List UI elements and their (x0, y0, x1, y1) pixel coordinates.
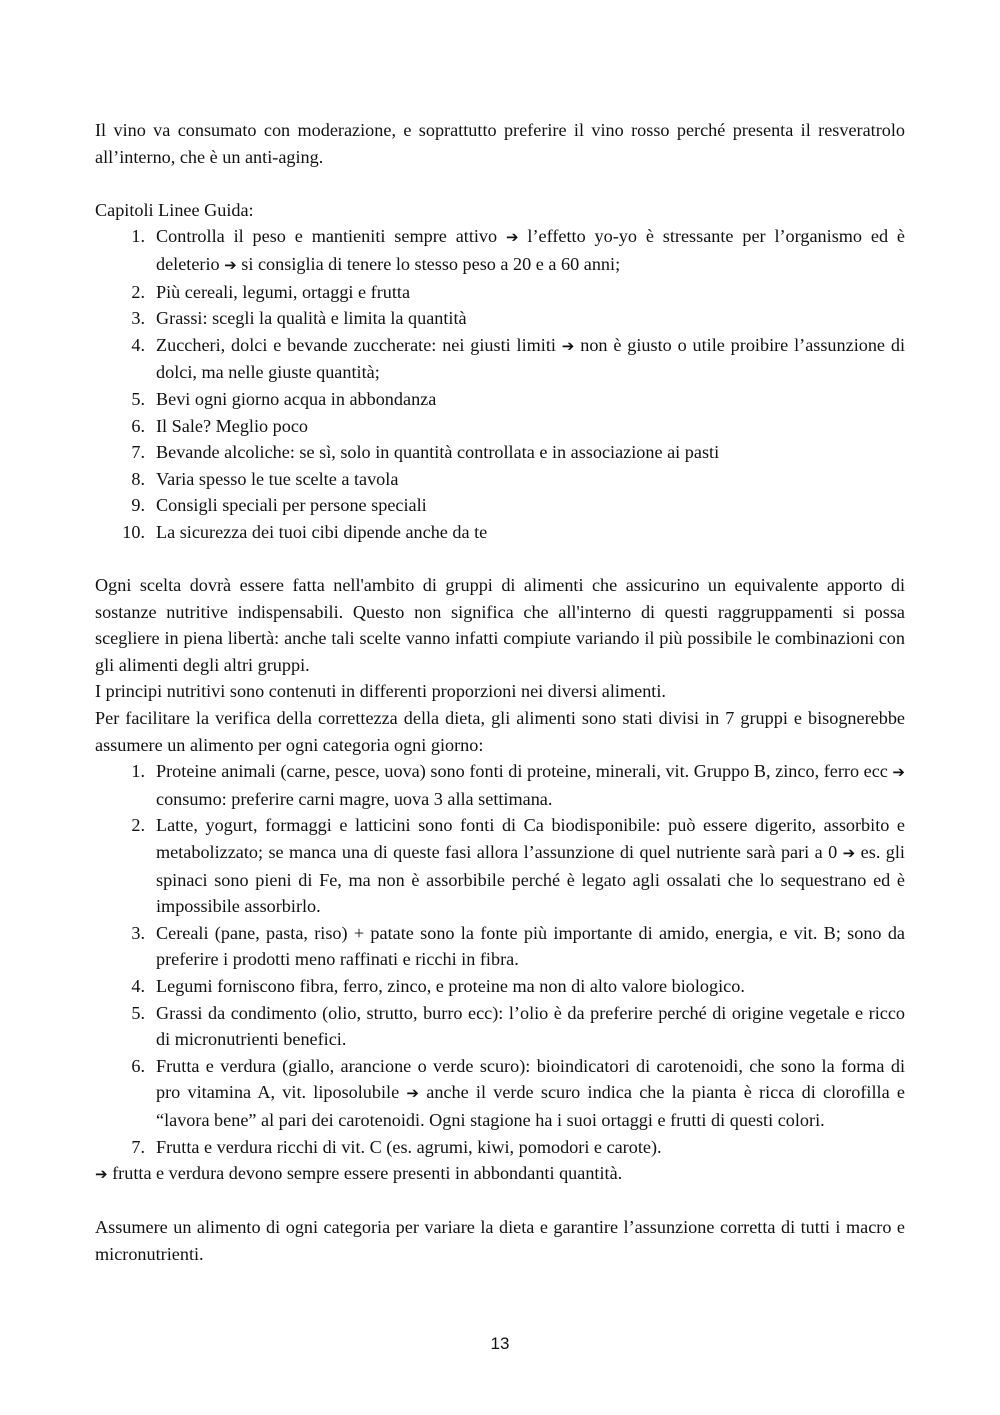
intro-paragraph: Il vino va consumato con moderazione, e soprattutto preferire il vino rosso perché presenta il resveratrolo all’interno, che è un anti-aging. (95, 120, 905, 167)
list-item-text: Bevi ogni giorno acqua in abbondanza (156, 388, 437, 409)
food-group-item-4 (95, 973, 905, 1000)
list-item-text: Grassi da condimento (olio, strutto, burro ecc): l’olio è da preferire perché di origine vegetale e ricco di micronutrienti benefici. (156, 1002, 905, 1050)
food-group-item-6 (95, 1053, 905, 1134)
food-groups-list (95, 758, 905, 1160)
list-item-text: Consigli speciali per persone speciali (156, 495, 427, 516)
spacer (95, 170, 905, 197)
list-item-text: Grassi: scegli la qualità e limita la quantità (156, 308, 467, 329)
list-item-text: La sicurezza dei tuoi cibi dipende anche da te (156, 521, 488, 542)
guideline-item-5 (95, 386, 905, 413)
guideline-item-4 (95, 332, 905, 386)
guideline-item-1 (95, 223, 905, 278)
groups-intro-paragraph-3: Per facilitare la verifica della correttezza della dieta, gli alimenti sono stati divisi in 7 gruppi e bisognerebbe assumere un alimento per ogni categoria ogni giorno: (95, 708, 905, 755)
spacer (95, 546, 905, 573)
list-item-text: Zuccheri, dolci e bevande zuccherate: nei giusti limiti (156, 334, 562, 355)
food-group-item-3 (95, 920, 905, 973)
arrow-icon: ➔ (224, 255, 237, 274)
guidelines-heading: Capitoli Linee Guida: (95, 199, 254, 220)
list-item-text: Varia spesso le tue scelte a tavola (156, 468, 399, 489)
arrow-icon: ➔ (842, 844, 856, 863)
guideline-item-10 (95, 519, 905, 546)
spacer (95, 1188, 905, 1215)
guideline-item-9 (95, 492, 905, 519)
list-number: 5. (131, 388, 145, 409)
list-number: 2. (131, 281, 145, 302)
page-content (95, 117, 905, 1268)
list-number: 1. (131, 226, 145, 247)
conclusion-line (95, 1160, 905, 1188)
food-group-item-2 (95, 812, 905, 919)
guideline-item-3 (95, 305, 905, 332)
list-number: 5. (131, 1002, 145, 1023)
list-item-text: Cereali (pane, pasta, riso) + patate sono la fonte più importante di amido, energia, e vit. B; sono da preferire i prodotti meno raffinati e ricchi in fibra. (156, 922, 905, 970)
list-number: 6. (131, 1055, 145, 1076)
guideline-item-2 (95, 279, 905, 306)
list-number: 7. (131, 1136, 145, 1157)
guideline-item-7 (95, 439, 905, 466)
list-number: 9. (131, 495, 145, 516)
list-number: 10. (122, 521, 145, 542)
list-item-text: es. gli spinaci sono pieni di Fe, ma non è assorbibile perché è legato agli ossalati che lo sequestrano ed è impossibile assorbirlo. (156, 842, 905, 917)
list-item-text: consumo: preferire carni magre, uova 3 alla settimana. (156, 788, 553, 809)
list-item-text: Proteine animali (carne, pesce, uova) sono fonti di proteine, minerali, vit. Gruppo B, zinco, ferro ecc (156, 761, 893, 782)
list-number: 7. (131, 442, 145, 463)
food-group-item-7 (95, 1134, 905, 1161)
list-number: 3. (131, 308, 145, 329)
list-item-text: Latte, yogurt, formaggi e latticini sono fonti di Ca biodisponibile: può essere digerito, assorbito e metabolizzato; se manca una di queste fasi allora l’assunzione di quel nutriente sarà pari a 0 (156, 815, 905, 863)
list-item-text: Legumi forniscono fibra, ferro, zinco, e proteine ma non di alto valore biologico. (156, 976, 745, 996)
list-item-text: Frutta e verdura ricchi di vit. C (es. agrumi, kiwi, pomodori e carote). (156, 1136, 662, 1157)
list-number: 4. (131, 334, 145, 355)
list-item-text: anche il verde scuro indica che la pianta è ricca di clorofilla e “lavora bene” al pari dei carotenoidi. Ogni stagione ha i suoi ortaggi e frutti di questi colori. (156, 1082, 905, 1130)
list-item-text: Più cereali, legumi, ortaggi e frutta (156, 281, 411, 302)
closing-paragraph: Assumere un alimento di ogni categoria per variare la dieta e garantire l’assunzione corretta di tutti i macro e micronutrienti. (95, 1217, 905, 1264)
list-number: 4. (131, 976, 145, 996)
arrow-icon: ➔ (95, 1165, 108, 1184)
guideline-item-6 (95, 413, 905, 440)
guidelines-list (95, 223, 905, 545)
arrow-icon: ➔ (561, 336, 575, 355)
list-item-text: l’effetto yo-yo è stressante per l’organismo ed è deleterio (156, 226, 905, 274)
groups-intro-paragraph-2: I principi nutritivi sono contenuti in differenti proporzioni nei diversi alimenti. (95, 681, 666, 702)
guideline-item-8 (95, 466, 905, 493)
list-number: 2. (131, 815, 145, 836)
list-number: 6. (131, 415, 145, 436)
list-item-text: Il Sale? Meglio poco (156, 415, 309, 436)
food-group-item-1 (95, 758, 905, 812)
list-item-text: Controlla il peso e mantieniti sempre attivo (156, 226, 506, 247)
page-number: 13 (490, 1334, 510, 1353)
arrow-icon: ➔ (505, 228, 519, 247)
list-number: 8. (131, 468, 145, 489)
arrow-icon: ➔ (892, 763, 905, 782)
list-item-text: Bevande alcoliche: se sì, solo in quantità controllata e in associazione ai pasti (156, 442, 720, 463)
arrow-icon: ➔ (406, 1084, 419, 1103)
list-number: 1. (131, 761, 145, 782)
list-item-text: Frutta e verdura (giallo, arancione o verde scuro): bioindicatori di carotenoidi, che sono la forma di pro vitamina A, vit. liposolubile (156, 1055, 905, 1103)
conclusion-text: frutta e verdura devono sempre essere presenti in abbondanti quantità. (107, 1163, 623, 1184)
groups-intro-paragraph-1: Ogni scelta dovrà essere fatta nell'ambito di gruppi di alimenti che assicurino un equivalente apporto di sostanze nutritive indispensabili. Questo non significa che all'interno di questi raggruppamenti si possa scegliere in piena libertà: anche tali scelte vanno infatti compiute variando il più possibile le combinazioni con gli alimenti degli altri gruppi. (95, 575, 905, 675)
list-item-text: non è giusto o utile proibire l’assunzione di dolci, ma nelle giuste quantità; (156, 334, 905, 383)
list-item-text: si consiglia di tenere lo stesso peso a 20 e a 60 anni; (236, 253, 621, 274)
list-number: 3. (131, 922, 145, 943)
food-group-item-5 (95, 1000, 905, 1053)
